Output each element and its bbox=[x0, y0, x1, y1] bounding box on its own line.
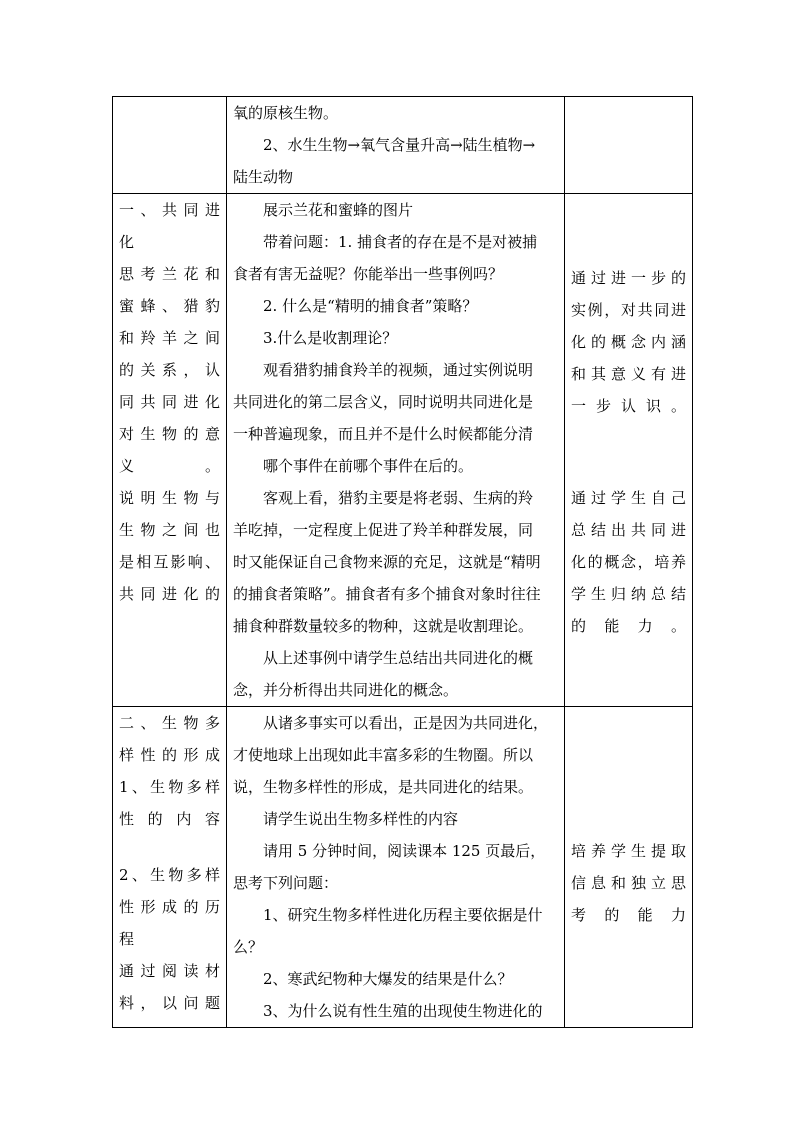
text-line: 共同进化的 bbox=[119, 585, 220, 603]
text-line: 3.什么是收割理论？ bbox=[263, 329, 398, 347]
text-line: 思考下列问题： bbox=[233, 874, 339, 892]
text-line: 一种普遍现象，而且并不是什么时候都能分清 bbox=[233, 425, 534, 443]
text-line: 从诸多事实可以看出，正是因为共同进化， bbox=[263, 714, 549, 732]
text-line: 生物之间也 bbox=[119, 521, 220, 539]
objective-text-block bbox=[119, 859, 220, 1019]
text-line: 二、生物多 bbox=[119, 714, 220, 732]
text-line: 对生物的意 bbox=[119, 425, 220, 443]
purpose-cell bbox=[565, 97, 693, 194]
text-line: 1、生物多样 bbox=[119, 778, 220, 796]
text-line: 同共同进化 bbox=[119, 393, 220, 411]
text-line: 一步认识。 bbox=[571, 397, 686, 415]
text-line: 羊吃掉，一定程度上促进了羚羊种群发展，同 bbox=[233, 521, 534, 539]
text-line: 程 bbox=[119, 930, 135, 948]
text-line: 带着问题：1. 捕食者的存在是不是对被捕 bbox=[263, 233, 538, 251]
objective-cell bbox=[113, 97, 227, 194]
text-line: 的能力。 bbox=[571, 617, 686, 635]
text-line: 请学生说出生物多样性的内容 bbox=[263, 810, 459, 828]
text-line: 性形成的历 bbox=[119, 898, 220, 916]
text-line: 说明生物与 bbox=[119, 489, 220, 507]
text-line: 总结出共同进 bbox=[571, 521, 686, 539]
text-line: 2. 什么是“精明的捕食者”策略？ bbox=[263, 297, 478, 315]
text-line: 思考兰花和 bbox=[119, 265, 220, 283]
objective-text-block bbox=[119, 707, 220, 835]
text-line: 捕食种群数量较多的物种，这就是收割理论。 bbox=[233, 617, 534, 635]
text-line: 化的概念内涵 bbox=[571, 333, 686, 351]
text-line: 性的内容 bbox=[119, 810, 220, 828]
text-line: 2、水生生物→氧气含量升高→陆生植物→ bbox=[263, 136, 536, 154]
text-line: 请用 5 分钟时间，阅读课本 125 页最后， bbox=[263, 842, 546, 860]
purpose-text-block bbox=[571, 482, 686, 642]
text-line: 共同进化的第二层含义，同时说明共同进化是 bbox=[233, 393, 534, 411]
table-row bbox=[113, 707, 693, 1028]
text-line: 通过阅读材 bbox=[119, 962, 220, 980]
text-line: 化 bbox=[119, 233, 135, 251]
text-line: 信息和独立思 bbox=[571, 874, 686, 892]
text-line: 的捕食者策略”。捕食者有多个捕食对象时往往 bbox=[233, 585, 541, 603]
table-row bbox=[113, 97, 693, 194]
text-line: 学生归纳总结 bbox=[571, 585, 686, 603]
text-line: 观看猎豹捕食羚羊的视频，通过实例说明 bbox=[263, 361, 534, 379]
lesson-plan-table bbox=[112, 96, 693, 1028]
text-line: 的关系，认 bbox=[119, 361, 220, 379]
activity-cell bbox=[227, 97, 565, 194]
purpose-cell bbox=[565, 194, 693, 707]
text-line: 展示兰花和蜜蜂的图片 bbox=[263, 201, 414, 219]
text-line: 从上述事例中请学生总结出共同进化的概 bbox=[263, 649, 534, 667]
text-line: 料，以问题 bbox=[119, 994, 220, 1012]
text-line: 通过学生自己 bbox=[571, 489, 686, 507]
text-line: 和羚羊之间 bbox=[119, 329, 220, 347]
text-line: 1、研究生物多样性进化历程主要依据是什 bbox=[263, 906, 543, 924]
text-line: 蜜蜂、猎豹 bbox=[119, 297, 220, 315]
text-line: 哪个事件在前哪个事件在后的。 bbox=[263, 457, 474, 475]
text-line: 客观上看，猎豹主要是将老弱、生病的羚 bbox=[263, 489, 534, 507]
text-line: 义。 bbox=[119, 457, 220, 475]
text-line: 和其意义有进 bbox=[571, 365, 686, 383]
text-line: 实例，对共同进 bbox=[571, 301, 686, 319]
text-line: 说，生物多样性的形成，是共同进化的结果。 bbox=[233, 778, 534, 796]
text-line: 通过进一步的 bbox=[571, 269, 686, 287]
text-line: 化的概念，培养 bbox=[571, 553, 686, 571]
activity-cell bbox=[227, 707, 565, 1028]
text-line: 陆生动物 bbox=[233, 168, 294, 186]
text-line: 食者有害无益呢？你能举出一些事例吗？ bbox=[233, 265, 504, 283]
text-line: 2、寒武纪物种大爆发的结果是什么？ bbox=[263, 970, 513, 988]
table-row bbox=[113, 194, 693, 707]
text-line: 氧的原核生物。 bbox=[233, 104, 339, 122]
text-line: 才使地球上出现如此丰富多彩的生物圈。所以 bbox=[233, 746, 534, 764]
text-line: 念，并分析得出共同进化的概念。 bbox=[233, 681, 459, 699]
activity-cell bbox=[227, 194, 565, 707]
text-line: 样性的形成 bbox=[119, 746, 220, 764]
purpose-text-block bbox=[571, 262, 686, 422]
text-line: 3、为什么说有性生殖的出现使生物进化的 bbox=[263, 1002, 543, 1020]
text-line: 是相互影响、 bbox=[119, 553, 220, 571]
text-line: 么？ bbox=[233, 938, 264, 956]
text-line: 2、生物多样 bbox=[119, 866, 220, 884]
purpose-cell bbox=[565, 707, 693, 1028]
objective-cell bbox=[113, 707, 227, 1028]
text-line: 培养学生提取 bbox=[571, 842, 686, 860]
objective-cell bbox=[113, 194, 227, 707]
text-line: 考的能力 bbox=[571, 906, 686, 924]
purpose-text-block bbox=[571, 835, 686, 931]
text-line: 时又能保证自己食物来源的充足，这就是“精明 bbox=[233, 553, 541, 571]
text-line: 一、共同进 bbox=[119, 201, 220, 219]
